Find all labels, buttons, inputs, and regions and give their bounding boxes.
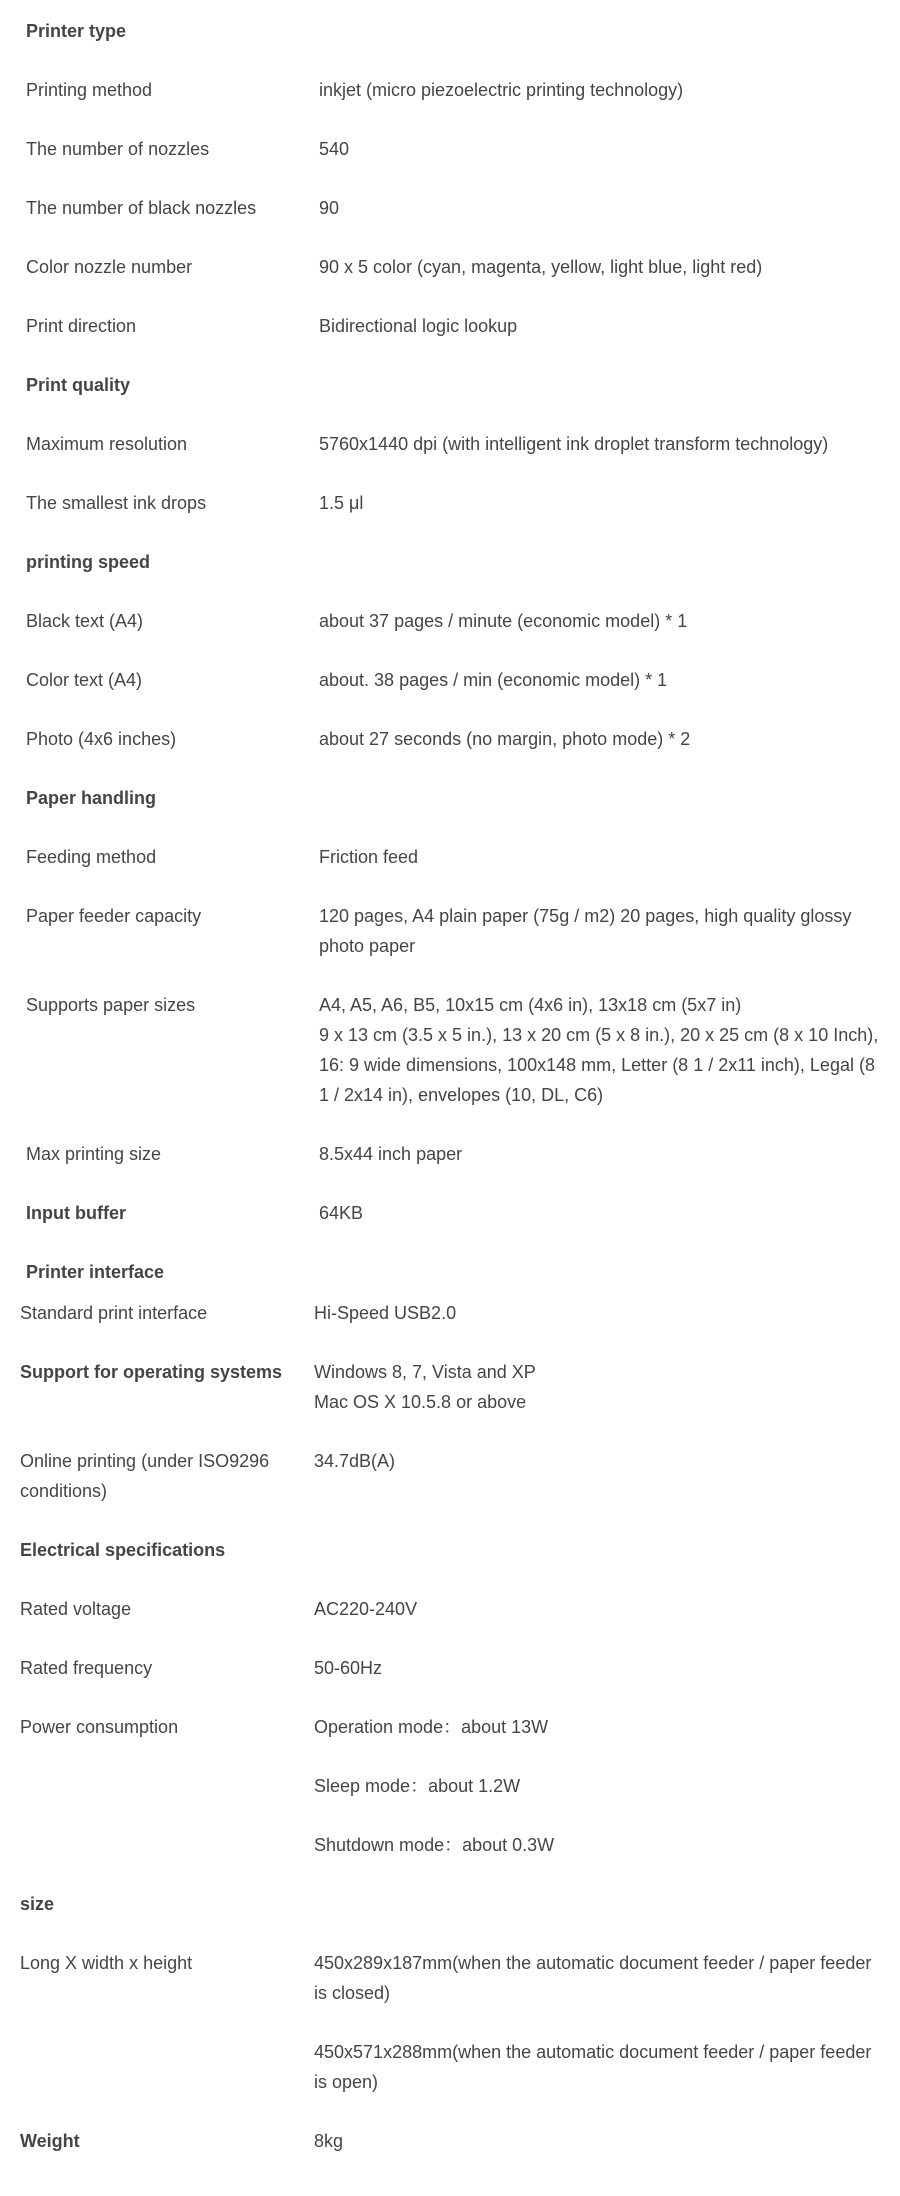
spec-label: Power consumption xyxy=(20,1717,179,1737)
section-heading: Electrical specifications xyxy=(20,1540,226,1560)
spec-value: AC220-240V xyxy=(314,1599,418,1619)
spec-value: 120 pages, A4 plain paper (75g / m2) 20 pages, high quality glossy photo paper xyxy=(319,906,852,956)
spec-value: 34.7dB(A) xyxy=(314,1451,396,1471)
spec-label: Feeding method xyxy=(26,847,157,867)
spec-value: Hi-Speed USB2.0 xyxy=(314,1303,457,1323)
spec-value: about 27 seconds (no margin, photo mode) * 2 xyxy=(319,729,691,749)
spec-value: 64KB xyxy=(319,1203,364,1223)
spec-label: The number of nozzles xyxy=(26,139,210,159)
spec-value: about. 38 pages / min (economic model) * 1 xyxy=(319,670,668,690)
section-heading: size xyxy=(20,1894,55,1914)
spec-value-shutdown: Shutdown mode：about 0.3W xyxy=(314,1835,555,1855)
spec-label: Input buffer xyxy=(26,1203,126,1223)
spec-value-group xyxy=(319,990,889,1110)
spec-value-closed: 450x289x187mm(when the automatic document feeder / paper feeder is closed) xyxy=(314,1953,872,2003)
spec-value: 8.5x44 inch paper xyxy=(319,1144,463,1164)
spec-label: The number of black nozzles xyxy=(26,198,257,218)
spec-label: Standard print interface xyxy=(20,1303,208,1323)
section-heading: Printer type xyxy=(26,21,127,41)
spec-label: Maximum resolution xyxy=(26,434,188,454)
spec-value-line: 9 x 13 cm (3.5 x 5 in.), 13 x 20 cm (5 x 8 in.), 20 x 25 cm (8 x 10 Inch), 16: 9 wide dimensions, 100x148 mm, Letter (8 1 / 2x11 inch), Legal (8 1 / 2x14 in), envelopes (10, DL, C6) xyxy=(319,1025,879,1105)
spec-label: Black text (A4) xyxy=(26,611,144,631)
spec-value: 8kg xyxy=(314,2131,344,2151)
spec-value: 90 x 5 color (cyan, magenta, yellow, light blue, light red) xyxy=(319,257,763,277)
spec-label: Rated voltage xyxy=(20,1599,132,1619)
spec-label: Max printing size xyxy=(26,1144,162,1164)
spec-value-group xyxy=(314,1357,889,1417)
spec-value-line: Windows 8, 7, Vista and XP xyxy=(314,1362,536,1382)
spec-value: 1.5 μl xyxy=(319,493,364,513)
spec-label: Long X width x height xyxy=(20,1953,193,1973)
spec-value: inkjet (micro piezoelectric printing technology) xyxy=(319,80,684,100)
spec-value-open: 450x571x288mm(when the automatic document feeder / paper feeder is open) xyxy=(314,2042,872,2092)
spec-value: 5760x1440 dpi (with intelligent ink droplet transform technology) xyxy=(319,434,829,454)
spec-label: Supports paper sizes xyxy=(26,995,196,1015)
section-heading: printing speed xyxy=(26,552,151,572)
section-heading: Paper handling xyxy=(26,788,157,808)
section-heading: Print quality xyxy=(26,375,131,395)
section-heading: Printer interface xyxy=(26,1262,165,1282)
spec-value-sleep: Sleep mode：about 1.2W xyxy=(314,1776,521,1796)
spec-label: Paper feeder capacity xyxy=(26,906,202,926)
spec-value: 540 xyxy=(319,139,350,159)
spec-value-line: A4, A5, A6, B5, 10x15 cm (4x6 in), 13x18 cm (5x7 in) xyxy=(319,995,742,1015)
spec-value: Friction feed xyxy=(319,847,419,867)
spec-label: Support for operating systems xyxy=(20,1362,283,1382)
spec-value: Bidirectional logic lookup xyxy=(319,316,518,336)
spec-label: Photo (4x6 inches) xyxy=(26,729,177,749)
spec-value: 50-60Hz xyxy=(314,1658,383,1678)
spec-value: about 37 pages / minute (economic model) * 1 xyxy=(319,611,688,631)
spec-label: The smallest ink drops xyxy=(26,493,207,513)
spec-label: Online printing (under ISO9296 conditions) xyxy=(20,1451,270,1501)
spec-value: 90 xyxy=(319,198,340,218)
spec-value-line: Mac OS X 10.5.8 or above xyxy=(314,1392,527,1412)
spec-label: Color text (A4) xyxy=(26,670,143,690)
spec-label: Printing method xyxy=(26,80,153,100)
spec-value-operation: Operation mode：about 13W xyxy=(314,1717,549,1737)
spec-label: Color nozzle number xyxy=(26,257,193,277)
spec-label: Print direction xyxy=(26,316,137,336)
spec-label: Rated frequency xyxy=(20,1658,153,1678)
spec-label: Weight xyxy=(20,2131,80,2151)
